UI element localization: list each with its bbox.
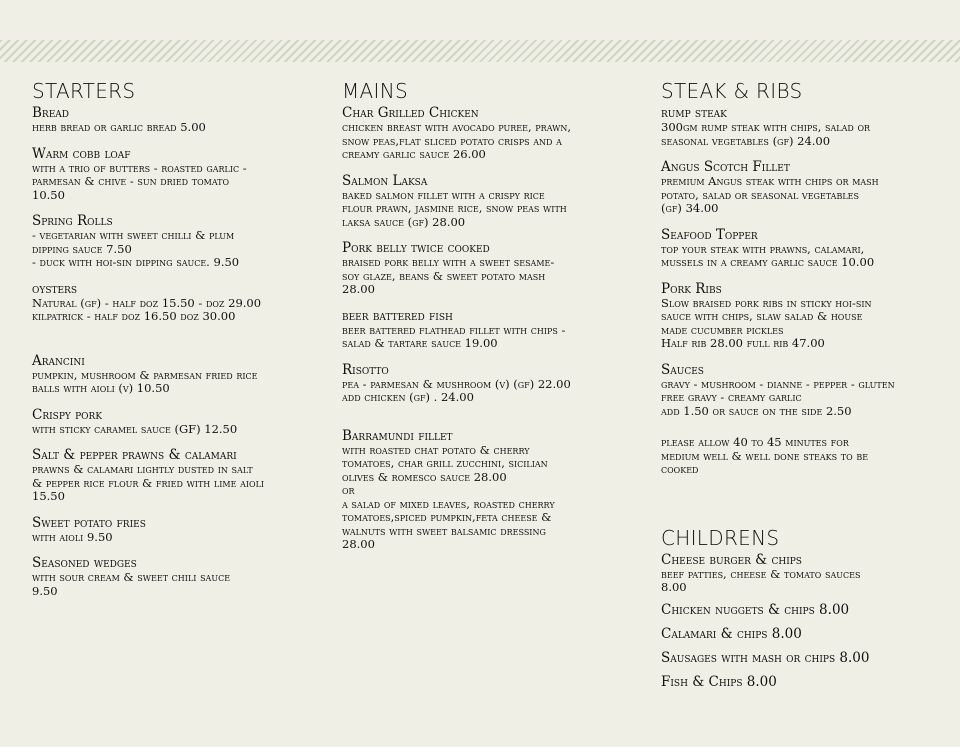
menu-item-name: Sausages with mash or chips 8.00 bbox=[661, 649, 870, 666]
menu-item-description: - vegetarian with sweet chilli & plum bbox=[32, 228, 235, 242]
menu-item-name: oysters bbox=[32, 280, 77, 297]
starters-list bbox=[32, 106, 312, 598]
menu-item-name: Pork belly twice cooked bbox=[342, 240, 490, 256]
menu-item bbox=[32, 448, 312, 504]
menu-item bbox=[342, 309, 632, 351]
menu-item-name: beer battered fish bbox=[342, 307, 453, 324]
starters-column bbox=[32, 80, 312, 610]
menu-item bbox=[342, 106, 632, 162]
section-title-childrens: CHILDRENS bbox=[661, 525, 780, 550]
note-line: please allow 40 to 45 minutes for bbox=[661, 435, 849, 449]
note-line: cooked bbox=[661, 462, 699, 476]
menu-item-name: Risotto bbox=[342, 361, 389, 378]
menu-item-description: Slow braised pork ribs in sticky hoi-sin bbox=[661, 295, 872, 310]
menu-item-name: Bread bbox=[32, 105, 69, 121]
menu-item-description: 28.00 bbox=[342, 537, 375, 551]
menu-item-description: - duck with hoi-sin dipping sauce. 9.50 bbox=[32, 255, 240, 269]
note-line: medium well & well done steaks to be bbox=[661, 448, 869, 463]
menu-item bbox=[32, 408, 312, 437]
menu-item-name: Warm cobb loaf bbox=[32, 145, 131, 162]
menu-item-description: salad & tartare sauce 19.00 bbox=[342, 336, 498, 350]
menu-item-name: Sauces bbox=[661, 361, 704, 378]
menu-item-name: Barramundi fillet bbox=[342, 427, 453, 444]
menu-item-name: Char Grilled Chicken bbox=[342, 105, 479, 121]
menu-item bbox=[661, 651, 941, 666]
menu-item-description: with roasted chat potato & cherry bbox=[342, 442, 530, 457]
section-title-steak-ribs: STEAK & RIBS bbox=[661, 79, 803, 103]
menu-item bbox=[661, 603, 941, 618]
menu-item-description: soy glaze, beans & sweet potato mash bbox=[342, 268, 546, 283]
menu-item bbox=[32, 354, 312, 396]
menu-item-description: laksa sauce (gf) 28.00 bbox=[342, 214, 466, 229]
menu-item-description: herb bread or garlic bread 5.00 bbox=[32, 120, 206, 134]
menu-item-description: tomatoes,spiced pumpkin,feta cheese & bbox=[342, 510, 552, 524]
menu-item-description: creamy garlic sauce 26.00 bbox=[342, 147, 486, 161]
menu-item-description: braised pork belly with a sweet sesame- bbox=[342, 255, 555, 269]
menu-item-description: dipping sauce 7.50 bbox=[32, 241, 132, 256]
menu-item-description: add chicken (gf) . 24.00 bbox=[342, 390, 474, 404]
menu-item-description: 9.50 bbox=[32, 583, 58, 598]
menu-item-description: potato, salad or seasonal vegetables bbox=[661, 187, 859, 202]
menu-item-description: with aioli 9.50 bbox=[32, 529, 113, 544]
mains-column bbox=[342, 80, 632, 564]
menu-item-name: Pork Ribs bbox=[661, 280, 722, 297]
menu-item-name: Chicken nuggets & chips 8.00 bbox=[661, 601, 850, 618]
menu-item-description: baked salmon fillet with a crispy rice bbox=[342, 187, 545, 202]
menu-item-description: with sour cream & sweet chili sauce bbox=[32, 570, 231, 584]
menu-item bbox=[32, 106, 312, 135]
menu-item-description: with a trio of butters - roasted garlic - bbox=[32, 160, 247, 175]
menu-item-description: prawns & calamari lightly dusted in salt bbox=[32, 462, 253, 476]
menu-item-description: & pepper rice flour & fried with lime aioli bbox=[32, 475, 265, 490]
section-title-starters: STARTERS bbox=[32, 79, 136, 103]
steak-list bbox=[661, 106, 941, 418]
menu-item-description: tomatoes, char grill zucchini, sicilian bbox=[342, 456, 548, 470]
menu-item-description: pea - parmesan & mushroom (v) (gf) 22.00 bbox=[342, 376, 571, 391]
menu-item-description: or bbox=[342, 483, 355, 497]
menu-item-description: Half rib 28.00 full rib 47.00 bbox=[661, 336, 825, 350]
menu-item bbox=[32, 147, 312, 203]
menu-item-description: olives & romesco sauce 28.00 bbox=[342, 469, 507, 484]
menu-item-name: Crispy pork bbox=[32, 406, 103, 423]
childrens-list bbox=[661, 553, 941, 690]
menu-item bbox=[661, 553, 941, 595]
menu-item-description: add 1.50 or sauce on the side 2.50 bbox=[661, 403, 852, 418]
menu-item-name: Angus Scotch Fillet bbox=[661, 159, 790, 175]
menu-item bbox=[342, 174, 632, 230]
menu-item bbox=[661, 675, 941, 690]
menu-item-name: Arancini bbox=[32, 352, 85, 369]
menu-item-name: Spring Rolls bbox=[32, 213, 113, 229]
menu-item-description: premium Angus steak with chips or mash bbox=[661, 174, 879, 188]
menu-item bbox=[661, 106, 941, 148]
menu-item-name: Sweet potato fries bbox=[32, 514, 146, 531]
menu-item-description: mussels in a creamy garlic sauce 10.00 bbox=[661, 255, 875, 269]
menu-item-description: (gf) 34.00 bbox=[661, 201, 719, 215]
menu-item bbox=[32, 516, 312, 545]
menu-item-name: Salt & pepper prawns & calamari bbox=[32, 447, 237, 463]
menu-item-name: Seafood Topper bbox=[661, 226, 758, 243]
menu-item-description: 8.00 bbox=[661, 580, 687, 594]
menu-item-description: sauce with chips, slaw salad & house bbox=[661, 309, 863, 323]
menu-item-description: 10.50 bbox=[32, 187, 65, 202]
menu-item-description: 15.50 bbox=[32, 489, 65, 503]
menu-item bbox=[32, 282, 312, 324]
menu-item bbox=[342, 241, 632, 297]
menu-item-description: with sticky caramel sauce (GF) 12.50 bbox=[32, 421, 238, 436]
menu-item-description: snow peas,flat sliced potato crisps and a bbox=[342, 133, 562, 148]
steak-cooking-note bbox=[661, 436, 941, 477]
menu-item-description: beer battered flathead fillet with chips - bbox=[342, 322, 566, 337]
menu-item-description: balls with aioli (v) 10.50 bbox=[32, 381, 170, 395]
menu-item bbox=[32, 214, 312, 270]
menu-item bbox=[661, 363, 941, 419]
menu-item-description: gravy - mushroom - dianne - pepper - gluten bbox=[661, 376, 895, 391]
menu-item-description: made cucumber pickles bbox=[661, 322, 784, 337]
menu-item-description: pumpkin, mushroom & parmesan fried rice bbox=[32, 367, 258, 382]
menu-item-description: parmesan & chive - sun dried tomato bbox=[32, 174, 230, 188]
menu-item-description: a salad of mixed leaves, roasted cherry bbox=[342, 496, 555, 511]
menu-item-description: Natural (gf) - half doz 15.50 - doz 29.00 bbox=[32, 295, 262, 310]
menu-item-name: Calamari & chips 8.00 bbox=[661, 625, 802, 642]
menu-item-description: 28.00 bbox=[342, 282, 375, 296]
menu-item-name: Fish & Chips 8.00 bbox=[661, 673, 777, 690]
menu-item-description: chicken breast with avocado puree, prawn, bbox=[342, 120, 572, 134]
steak-column bbox=[661, 80, 941, 702]
menu-item bbox=[661, 160, 941, 216]
menu-item-description: top your steak with prawns, calamari, bbox=[661, 241, 865, 256]
menu-item-name: Cheese burger & chips bbox=[661, 551, 802, 568]
menu-item-description: flour prawn, jasmine rice, snow peas with bbox=[342, 201, 567, 215]
menu-item bbox=[342, 429, 632, 552]
menu-item bbox=[661, 228, 941, 270]
menu-item-name: Seasoned wedges bbox=[32, 555, 137, 571]
mains-list bbox=[342, 106, 632, 552]
menu-item-description: walnuts with sweet balsamic dressing bbox=[342, 523, 546, 538]
decorative-top-band bbox=[0, 40, 960, 62]
menu-item bbox=[661, 627, 941, 642]
menu-item bbox=[661, 282, 941, 351]
menu-item-description: beef patties, cheese & tomato sauces bbox=[661, 566, 861, 581]
menu-item bbox=[32, 556, 312, 598]
menu-item-description: seasonal vegetables (gf) 24.00 bbox=[661, 133, 831, 148]
menu-item-description: free gravy - creamy garlic bbox=[661, 390, 802, 404]
menu-item-name: rump steak bbox=[661, 105, 727, 121]
menu-item-description: kilpatrick - half doz 16.50 doz 30.00 bbox=[32, 309, 236, 323]
menu-item-name: Salmon Laksa bbox=[342, 172, 428, 189]
section-title-mains: MAINS bbox=[342, 79, 408, 103]
menu-item-description: 300gm rump steak with chips, salad or bbox=[661, 120, 871, 134]
menu-item bbox=[342, 363, 632, 405]
